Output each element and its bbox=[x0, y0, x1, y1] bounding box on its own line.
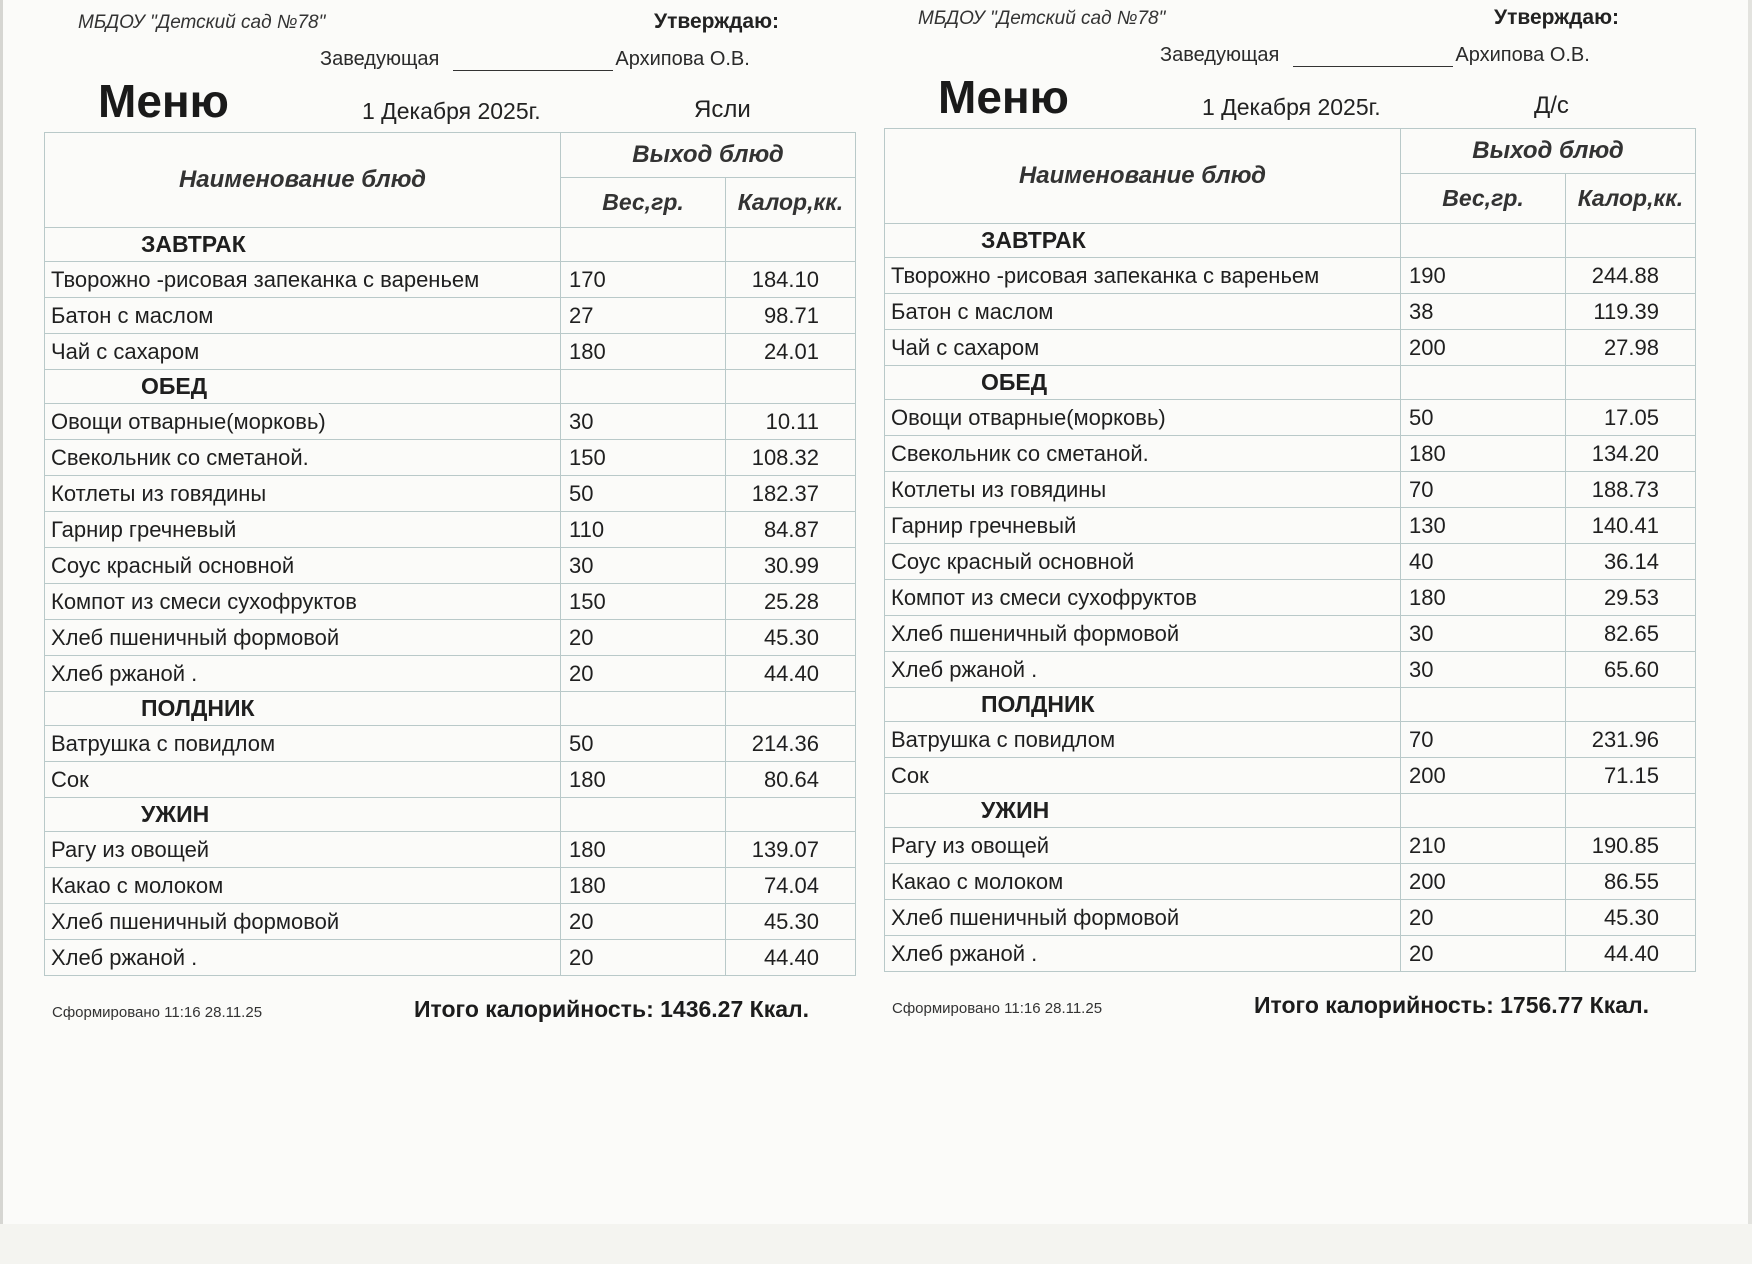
meal-section-name: ПОЛДНИК bbox=[885, 688, 1401, 722]
dish-name: Свекольник со сметаной. bbox=[45, 440, 561, 476]
dish-name: Творожно -рисовая запеканка с вареньем bbox=[885, 258, 1401, 294]
dish-calories: 98.71 bbox=[726, 298, 856, 334]
dish-row bbox=[885, 900, 1696, 936]
dish-row bbox=[45, 512, 856, 548]
meal-section-row bbox=[45, 798, 856, 832]
scan-right-edge bbox=[1748, 0, 1752, 1264]
dish-name: Хлеб пшеничный формовой bbox=[45, 620, 561, 656]
empty-cell bbox=[1401, 688, 1566, 722]
dish-weight: 170 bbox=[561, 262, 726, 298]
generated-timestamp: Сформировано 11:16 28.11.25 bbox=[52, 1004, 263, 1021]
meal-section-name: ОБЕД bbox=[885, 366, 1401, 400]
dish-calories: 231.96 bbox=[1566, 722, 1696, 758]
dish-weight: 180 bbox=[561, 868, 726, 904]
meal-section-name: ОБЕД bbox=[45, 370, 561, 404]
dish-calories: 45.30 bbox=[726, 904, 856, 940]
head-signature-line bbox=[320, 48, 750, 71]
empty-cell bbox=[726, 228, 856, 262]
column-header-calories: Калор,кк. bbox=[1566, 174, 1696, 224]
approval-label: Утверждаю: bbox=[654, 10, 780, 33]
dish-weight: 110 bbox=[561, 512, 726, 548]
dish-name: Какао с молоком bbox=[885, 864, 1401, 900]
meal-section-row bbox=[45, 228, 856, 262]
dish-weight: 40 bbox=[1401, 544, 1566, 580]
dish-row bbox=[45, 404, 856, 440]
dish-weight: 20 bbox=[1401, 936, 1566, 972]
dish-row bbox=[885, 472, 1696, 508]
dish-name: Овощи отварные(морковь) bbox=[885, 400, 1401, 436]
dish-weight: 30 bbox=[1401, 616, 1566, 652]
head-role: Заведующая bbox=[1160, 44, 1280, 66]
meal-section-name: ПОЛДНИК bbox=[45, 692, 561, 726]
dish-calories: 24.01 bbox=[726, 334, 856, 370]
dish-calories: 17.05 bbox=[1566, 400, 1696, 436]
dish-weight: 30 bbox=[561, 548, 726, 584]
dish-calories: 134.20 bbox=[1566, 436, 1696, 472]
dish-weight: 210 bbox=[1401, 828, 1566, 864]
dish-calories: 82.65 bbox=[1566, 616, 1696, 652]
dish-weight: 70 bbox=[1401, 472, 1566, 508]
meal-section-row bbox=[885, 794, 1696, 828]
dish-row bbox=[885, 864, 1696, 900]
dish-name: Свекольник со сметаной. bbox=[885, 436, 1401, 472]
dish-calories: 84.87 bbox=[726, 512, 856, 548]
menu-sheet-kindergarten bbox=[884, 0, 1704, 1030]
dish-calories: 44.40 bbox=[1566, 936, 1696, 972]
dish-row bbox=[885, 722, 1696, 758]
meal-section-name: ЗАВТРАК bbox=[885, 224, 1401, 258]
empty-cell bbox=[1566, 224, 1696, 258]
dish-weight: 200 bbox=[1401, 758, 1566, 794]
empty-cell bbox=[561, 370, 726, 404]
dish-row bbox=[45, 548, 856, 584]
dish-calories: 184.10 bbox=[726, 262, 856, 298]
dish-calories: 119.39 bbox=[1566, 294, 1696, 330]
dish-weight: 30 bbox=[561, 404, 726, 440]
column-header-calories: Калор,кк. bbox=[726, 178, 856, 228]
dish-row bbox=[45, 440, 856, 476]
dish-weight: 27 bbox=[561, 298, 726, 334]
dish-calories: 29.53 bbox=[1566, 580, 1696, 616]
dish-calories: 10.11 bbox=[726, 404, 856, 440]
dish-name: Ватрушка с повидлом bbox=[45, 726, 561, 762]
scan-bottom-strip bbox=[0, 1224, 1752, 1264]
menu-date: 1 Декабря 2025г. bbox=[1202, 94, 1381, 120]
dish-calories: 36.14 bbox=[1566, 544, 1696, 580]
meal-section-name: УЖИН bbox=[45, 798, 561, 832]
menu-table bbox=[44, 132, 856, 976]
dish-row bbox=[45, 940, 856, 976]
dish-row bbox=[45, 476, 856, 512]
approval-label: Утверждаю: bbox=[1494, 6, 1620, 29]
empty-cell bbox=[1566, 688, 1696, 722]
dish-calories: 44.40 bbox=[726, 656, 856, 692]
dish-name: Хлеб ржаной . bbox=[885, 936, 1401, 972]
total-calories: Итого калорийность: 1756.77 Ккал. bbox=[1254, 992, 1649, 1018]
dish-calories: 182.37 bbox=[726, 476, 856, 512]
dish-calories: 27.98 bbox=[1566, 330, 1696, 366]
menu-title: Меню bbox=[98, 75, 229, 127]
column-header-weight: Вес,гр. bbox=[1401, 174, 1566, 224]
dish-calories: 71.15 bbox=[1566, 758, 1696, 794]
empty-cell bbox=[561, 228, 726, 262]
dish-calories: 190.85 bbox=[1566, 828, 1696, 864]
head-name: Архипова О.В. bbox=[1455, 44, 1590, 66]
dish-row bbox=[885, 330, 1696, 366]
dish-calories: 30.99 bbox=[726, 548, 856, 584]
dish-name: Ватрушка с повидлом bbox=[885, 722, 1401, 758]
dish-name: Хлеб пшеничный формовой bbox=[45, 904, 561, 940]
total-calories: Итого калорийность: 1436.27 Ккал. bbox=[414, 996, 809, 1022]
dish-name: Хлеб ржаной . bbox=[45, 656, 561, 692]
empty-cell bbox=[561, 692, 726, 726]
meal-section-row bbox=[885, 224, 1696, 258]
dish-name: Хлеб пшеничный формовой bbox=[885, 900, 1401, 936]
dish-row bbox=[45, 832, 856, 868]
dish-row bbox=[885, 616, 1696, 652]
dish-name: Какао с молоком bbox=[45, 868, 561, 904]
dish-row bbox=[45, 334, 856, 370]
menu-date: 1 Декабря 2025г. bbox=[362, 98, 541, 124]
dish-calories: 44.40 bbox=[726, 940, 856, 976]
dish-name: Хлеб ржаной . bbox=[45, 940, 561, 976]
menu-table-body bbox=[45, 228, 856, 976]
empty-cell bbox=[726, 370, 856, 404]
organization-name: МБДОУ "Детский сад №78" bbox=[78, 12, 326, 33]
column-header-weight: Вес,гр. bbox=[561, 178, 726, 228]
signature-blank bbox=[1293, 48, 1453, 67]
dish-name: Творожно -рисовая запеканка с вареньем bbox=[45, 262, 561, 298]
dish-calories: 139.07 bbox=[726, 832, 856, 868]
meal-section-row bbox=[45, 692, 856, 726]
empty-cell bbox=[726, 692, 856, 726]
meal-section-row bbox=[885, 366, 1696, 400]
dish-weight: 180 bbox=[561, 832, 726, 868]
meal-section-row bbox=[45, 370, 856, 404]
dish-name: Рагу из овощей bbox=[885, 828, 1401, 864]
dish-name: Сок bbox=[885, 758, 1401, 794]
dish-name: Соус красный основной bbox=[45, 548, 561, 584]
empty-cell bbox=[1401, 224, 1566, 258]
meal-section-name: ЗАВТРАК bbox=[45, 228, 561, 262]
dish-row bbox=[45, 656, 856, 692]
dish-weight: 20 bbox=[561, 620, 726, 656]
dish-calories: 108.32 bbox=[726, 440, 856, 476]
dish-row bbox=[885, 828, 1696, 864]
dish-name: Сок bbox=[45, 762, 561, 798]
dish-row bbox=[885, 936, 1696, 972]
scan-left-edge bbox=[0, 0, 3, 1264]
dish-row bbox=[45, 762, 856, 798]
dish-name: Рагу из овощей bbox=[45, 832, 561, 868]
dish-weight: 190 bbox=[1401, 258, 1566, 294]
dish-name: Чай с сахаром bbox=[885, 330, 1401, 366]
meal-section-name: УЖИН bbox=[885, 794, 1401, 828]
dish-row bbox=[885, 758, 1696, 794]
dish-row bbox=[885, 400, 1696, 436]
dish-row bbox=[885, 508, 1696, 544]
dish-row bbox=[885, 436, 1696, 472]
dish-weight: 130 bbox=[1401, 508, 1566, 544]
dish-calories: 45.30 bbox=[1566, 900, 1696, 936]
dish-name: Овощи отварные(морковь) bbox=[45, 404, 561, 440]
dish-calories: 214.36 bbox=[726, 726, 856, 762]
head-name: Архипова О.В. bbox=[615, 48, 750, 70]
dish-weight: 150 bbox=[561, 440, 726, 476]
dish-weight: 180 bbox=[1401, 580, 1566, 616]
empty-cell bbox=[1566, 794, 1696, 828]
dish-calories: 244.88 bbox=[1566, 258, 1696, 294]
dish-calories: 140.41 bbox=[1566, 508, 1696, 544]
dish-weight: 50 bbox=[561, 726, 726, 762]
empty-cell bbox=[1401, 794, 1566, 828]
organization-name: МБДОУ "Детский сад №78" bbox=[918, 8, 1166, 29]
dish-weight: 20 bbox=[561, 904, 726, 940]
empty-cell bbox=[1401, 366, 1566, 400]
dish-name: Компот из смеси сухофруктов bbox=[45, 584, 561, 620]
dish-weight: 70 bbox=[1401, 722, 1566, 758]
dish-weight: 180 bbox=[1401, 436, 1566, 472]
menu-table bbox=[884, 128, 1696, 972]
dish-name: Соус красный основной bbox=[885, 544, 1401, 580]
column-header-dish-name: Наименование блюд bbox=[45, 133, 561, 228]
dish-calories: 45.30 bbox=[726, 620, 856, 656]
column-header-yield: Выход блюд bbox=[1401, 129, 1696, 174]
dish-weight: 200 bbox=[1401, 330, 1566, 366]
dish-row bbox=[45, 904, 856, 940]
signature-blank bbox=[453, 52, 613, 71]
age-group: Д/с bbox=[1534, 92, 1569, 119]
age-group: Ясли bbox=[694, 96, 751, 123]
head-signature-line bbox=[1160, 44, 1590, 67]
dish-weight: 20 bbox=[1401, 900, 1566, 936]
dish-row bbox=[45, 868, 856, 904]
dish-name: Гарнир гречневый bbox=[45, 512, 561, 548]
dish-calories: 80.64 bbox=[726, 762, 856, 798]
dish-row bbox=[885, 294, 1696, 330]
dish-row bbox=[885, 544, 1696, 580]
dish-row bbox=[45, 262, 856, 298]
menu-sheet-nursery bbox=[44, 4, 864, 1034]
head-role: Заведующая bbox=[320, 48, 440, 70]
dish-row bbox=[885, 652, 1696, 688]
dish-row bbox=[885, 580, 1696, 616]
menu-table-body bbox=[885, 224, 1696, 972]
column-header-yield: Выход блюд bbox=[561, 133, 856, 178]
dish-name: Котлеты из говядины bbox=[885, 472, 1401, 508]
column-header-dish-name: Наименование блюд bbox=[885, 129, 1401, 224]
empty-cell bbox=[561, 798, 726, 832]
dish-name: Хлеб ржаной . bbox=[885, 652, 1401, 688]
dish-weight: 180 bbox=[561, 762, 726, 798]
dish-calories: 65.60 bbox=[1566, 652, 1696, 688]
dish-row bbox=[45, 298, 856, 334]
dish-calories: 74.04 bbox=[726, 868, 856, 904]
dish-name: Батон с маслом bbox=[45, 298, 561, 334]
meal-section-row bbox=[885, 688, 1696, 722]
dish-weight: 38 bbox=[1401, 294, 1566, 330]
empty-cell bbox=[1566, 366, 1696, 400]
dish-weight: 20 bbox=[561, 656, 726, 692]
dish-name: Гарнир гречневый bbox=[885, 508, 1401, 544]
generated-timestamp: Сформировано 11:16 28.11.25 bbox=[892, 1000, 1103, 1017]
dish-weight: 180 bbox=[561, 334, 726, 370]
dish-calories: 86.55 bbox=[1566, 864, 1696, 900]
dish-name: Хлеб пшеничный формовой bbox=[885, 616, 1401, 652]
menu-title: Меню bbox=[938, 71, 1069, 123]
dish-row bbox=[45, 620, 856, 656]
dish-calories: 25.28 bbox=[726, 584, 856, 620]
dish-name: Чай с сахаром bbox=[45, 334, 561, 370]
dish-row bbox=[45, 584, 856, 620]
dish-weight: 200 bbox=[1401, 864, 1566, 900]
dish-calories: 188.73 bbox=[1566, 472, 1696, 508]
empty-cell bbox=[726, 798, 856, 832]
dish-weight: 50 bbox=[1401, 400, 1566, 436]
dish-row bbox=[45, 726, 856, 762]
dish-name: Котлеты из говядины bbox=[45, 476, 561, 512]
dish-name: Батон с маслом bbox=[885, 294, 1401, 330]
dish-weight: 30 bbox=[1401, 652, 1566, 688]
dish-weight: 150 bbox=[561, 584, 726, 620]
dish-weight: 20 bbox=[561, 940, 726, 976]
dish-row bbox=[885, 258, 1696, 294]
dish-name: Компот из смеси сухофруктов bbox=[885, 580, 1401, 616]
dish-weight: 50 bbox=[561, 476, 726, 512]
